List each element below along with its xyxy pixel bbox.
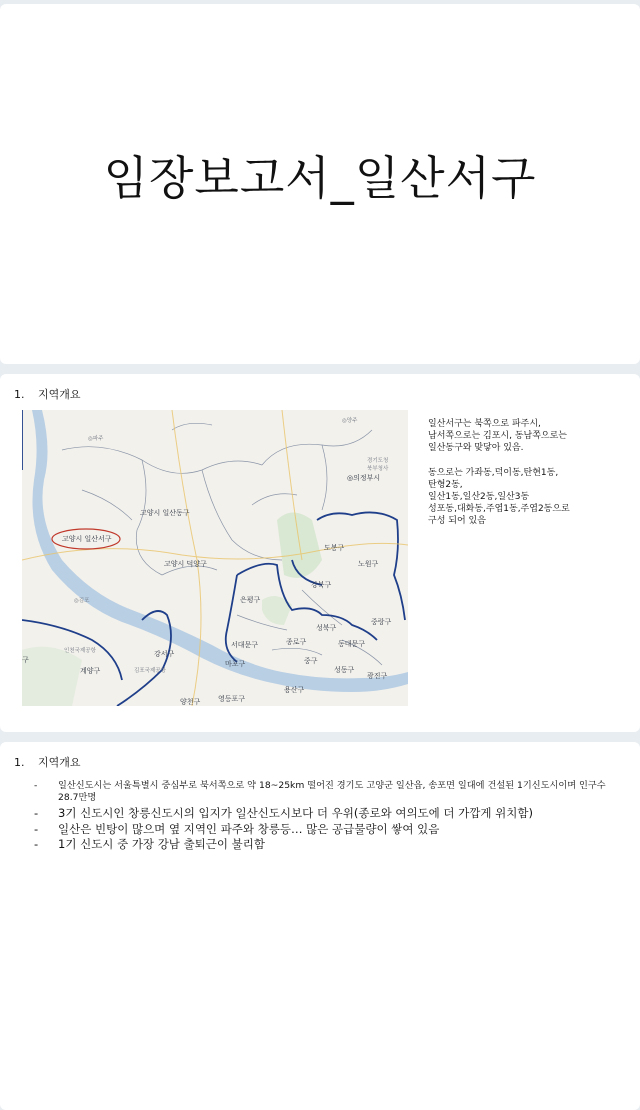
title-slide — [0, 4, 640, 364]
label-deogyang: 고양시 덕양구 — [164, 560, 207, 568]
description-line: 일산동구와 맞닿아 있음. — [428, 443, 524, 454]
description-line: 성포동,대화동,주엽1동,주엽2동으로 — [428, 504, 570, 515]
description-line: 남서쪽으로는 김포시, 동남쪽으로는 — [428, 431, 567, 442]
description-line: 동으로는 가좌동,덕이동,탄현1동, — [428, 467, 559, 478]
bullet-text: 일산신도시는 서울특별시 중심부로 북서쪽으로 약 18~25km 떨어진 경기도 고양군 일산읍, 송포면 일대에 건설된 1기신도시이며 인구수 28.7만명 — [58, 780, 606, 803]
section-title: 지역개요 — [38, 388, 81, 401]
bullet-dash: - — [34, 837, 39, 851]
label-yangcheon: 양천구 — [180, 698, 201, 706]
label-seongbuk: 성북구 — [316, 624, 337, 632]
description-line: 일산서구는 북쪽으로 파주시, — [428, 419, 541, 429]
section-heading — [14, 386, 81, 402]
description-line: 일산1동,일산2동,일산3동 — [428, 492, 530, 503]
region-description — [428, 418, 628, 528]
label-gimpo: ◎김포 — [74, 598, 90, 604]
description-line: 구성 되어 있음 — [428, 516, 486, 527]
district-map-drawing — [22, 410, 408, 706]
label-yangju: ◎양주 — [342, 418, 358, 424]
bullet-dash: - — [34, 821, 39, 836]
label-yeongdeungpo: 영등포구 — [218, 695, 246, 703]
label-incheon-airport-line: 인천국제공항 — [64, 648, 96, 654]
label-paju: ◎파주 — [88, 436, 104, 442]
label-jungnang: 중랑구 — [371, 618, 392, 626]
bullet-text: 1기 신도시 중 가장 강남 출퇴근이 불리함 — [58, 837, 265, 851]
label-mapo: 마포구 — [225, 660, 246, 668]
section-number: 1. — [14, 756, 25, 769]
bullet-text: 3기 신도시인 창릉신도시의 입지가 일산신도시보다 더 우위(종로와 여의도에 더 가깝게 위치함) — [58, 806, 533, 820]
label-eunpyeong: 은평구 — [240, 596, 261, 604]
bullet-item — [34, 780, 624, 804]
label-gyeonggi-north: 북부청사 — [367, 466, 389, 472]
section-title: 지역개요 — [38, 756, 81, 769]
section-heading — [14, 754, 81, 770]
bullet-list — [34, 780, 624, 853]
bullet-item — [34, 837, 624, 853]
region-overview-text-slide — [0, 742, 640, 1110]
description-line: 탄형2동, — [428, 479, 463, 490]
label-dongdaemun: 동대문구 — [338, 640, 366, 648]
bullet-text: 일산은 빈탕이 많으며 옆 지역인 파주와 창릉등… 많은 공급물량이 쌓여 있음 — [58, 821, 440, 836]
region-overview-map-slide — [0, 374, 640, 732]
label-gangseo: 강서구 — [154, 650, 175, 658]
label-seodaemun: 서대문구 — [231, 641, 259, 649]
label-gu-edge: 구 — [22, 656, 29, 664]
label-uijeongbu: ◎의정부시 — [347, 474, 381, 482]
section-number: 1. — [14, 388, 25, 401]
label-dobong: 도봉구 — [324, 544, 345, 552]
bullet-dash: - — [34, 780, 38, 791]
label-ilsandong: 고양시 일산동구 — [140, 509, 190, 517]
label-jongno: 종로구 — [286, 638, 307, 646]
label-gangbuk: 강북구 — [311, 581, 332, 589]
label-yongsan: 용산구 — [284, 686, 305, 694]
label-seongdong: 성동구 — [334, 666, 355, 674]
label-junggu: 중구 — [304, 657, 318, 665]
label-gwangjin: 광진구 — [367, 672, 388, 680]
bullet-item — [34, 822, 624, 838]
label-gimpo-airport: 김포국제공항 — [134, 668, 166, 674]
label-gyeonggi-office: 경기도청 — [367, 458, 389, 464]
page-title: 임장보고서_일산서구 — [103, 151, 537, 205]
label-nowon: 노원구 — [358, 560, 379, 568]
bullet-item — [34, 806, 624, 822]
bullet-dash: - — [34, 806, 39, 820]
label-gyeyang: 계양구 — [80, 667, 101, 675]
label-ilsanseo: 고양시 일산서구 — [62, 535, 112, 543]
district-map — [22, 410, 408, 706]
green-area — [22, 647, 82, 706]
